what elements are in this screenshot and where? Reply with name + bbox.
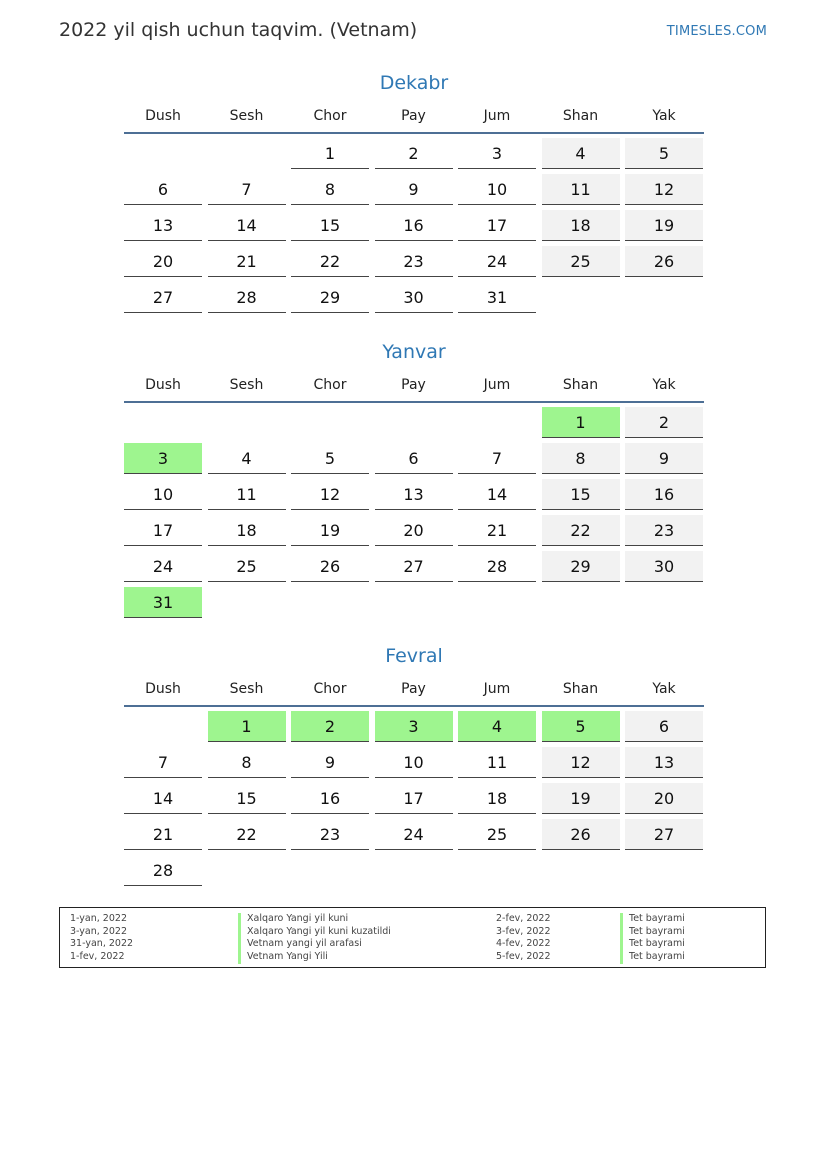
empty-day-cell [208,407,286,437]
empty-day-cell [625,587,703,617]
day-cell: 23 [291,819,369,850]
site-link[interactable]: TIMESLES.COM [666,24,767,39]
day-cell: 7 [208,174,286,205]
weekday-header [124,373,704,403]
day-cell: 4 [542,138,620,169]
holiday-name: Tet bayrami [620,938,685,951]
day-cell: 18 [208,515,286,546]
day-cell: 18 [458,783,536,814]
day-cell: 17 [458,210,536,241]
day-cell: 25 [208,551,286,582]
day-cell: 5 [542,711,620,742]
day-cell: 21 [208,246,286,277]
empty-day-cell [124,711,202,741]
weekday-header [124,677,704,707]
day-cell: 11 [458,747,536,778]
empty-day-cell [375,407,453,437]
week-row [124,479,704,511]
day-cell: 23 [625,515,703,546]
empty-day-cell [458,855,536,885]
day-cell: 31 [124,587,202,618]
holiday-list [59,907,766,968]
holiday-name: Tet bayrami [620,913,685,926]
day-cell: 13 [124,210,202,241]
weekday-label: Dush [145,681,181,697]
empty-day-cell [375,855,453,885]
holiday-name: Tet bayrami [620,951,685,964]
day-cell: 10 [375,747,453,778]
day-cell: 13 [375,479,453,510]
month-dekabr [124,70,704,318]
week-row [124,551,704,583]
day-cell: 27 [124,282,202,313]
day-cell: 4 [208,443,286,474]
month-yanvar [124,339,704,623]
day-cell: 3 [458,138,536,169]
day-cell: 20 [625,783,703,814]
day-cell: 23 [375,246,453,277]
day-cell: 21 [458,515,536,546]
empty-day-cell [124,138,202,168]
holiday-date: 5-fev, 2022 [496,951,551,963]
day-cell: 12 [291,479,369,510]
empty-day-cell [458,587,536,617]
weekday-label: Chor [313,681,347,697]
empty-day-cell [208,855,286,885]
day-cell: 14 [458,479,536,510]
day-cell: 15 [291,210,369,241]
day-cell: 5 [291,443,369,474]
holiday-date: 1-fev, 2022 [70,951,125,963]
day-cell: 19 [625,210,703,241]
day-cell: 30 [375,282,453,313]
holiday-dates-left [70,913,133,964]
day-cell: 7 [124,747,202,778]
day-cell: 12 [625,174,703,205]
empty-day-cell [542,587,620,617]
weekday-header [124,104,704,134]
holiday-date: 2-fev, 2022 [496,913,551,924]
empty-day-cell [542,855,620,885]
day-cell: 27 [375,551,453,582]
day-cell: 8 [208,747,286,778]
day-cell: 18 [542,210,620,241]
day-cell: 2 [375,138,453,169]
day-cell: 26 [542,819,620,850]
day-cell: 1 [208,711,286,742]
day-grid [124,407,704,619]
day-cell: 10 [124,479,202,510]
holiday-name: Vetnam yangi yil arafasi [238,938,391,951]
month-fevral [124,643,704,891]
month-name: Dekabr [379,72,449,94]
day-cell: 11 [208,479,286,510]
empty-day-cell [208,587,286,617]
weekday-label: Sesh [229,681,264,697]
week-row [124,282,704,314]
weekday-label: Jum [483,681,511,697]
day-cell: 29 [542,551,620,582]
weekday-label: Chor [313,377,347,393]
weekday-label: Shan [562,108,599,124]
holiday-names-right [620,913,685,964]
week-row [124,246,704,278]
week-row [124,747,704,779]
day-cell: 19 [291,515,369,546]
week-row [124,783,704,815]
day-cell: 15 [542,479,620,510]
day-cell: 12 [542,747,620,778]
day-cell: 1 [542,407,620,438]
day-cell: 6 [375,443,453,474]
day-cell: 28 [124,855,202,886]
weekday-label: Sesh [229,377,264,393]
week-row [124,711,704,743]
day-cell: 31 [458,282,536,313]
day-cell: 13 [625,747,703,778]
weekday-label: Yak [652,681,676,697]
weekday-label: Jum [483,108,511,124]
day-cell: 22 [291,246,369,277]
holiday-names-left [238,913,391,964]
weekday-label: Sesh [229,108,264,124]
day-cell: 1 [291,138,369,169]
empty-day-cell [458,407,536,437]
day-cell: 20 [375,515,453,546]
day-cell: 22 [208,819,286,850]
day-cell: 17 [375,783,453,814]
day-cell: 28 [458,551,536,582]
week-row [124,138,704,170]
day-cell: 16 [375,210,453,241]
weekday-label: Dush [145,377,181,393]
day-cell: 14 [124,783,202,814]
empty-day-cell [625,855,703,885]
empty-day-cell [291,407,369,437]
day-cell: 10 [458,174,536,205]
weekday-label: Pay [401,108,426,124]
day-cell: 11 [542,174,620,205]
day-cell: 25 [458,819,536,850]
day-cell: 14 [208,210,286,241]
day-cell: 20 [124,246,202,277]
week-row [124,587,704,619]
day-cell: 24 [375,819,453,850]
weekday-label: Yak [652,108,676,124]
day-cell: 4 [458,711,536,742]
day-cell: 6 [625,711,703,742]
holiday-date: 3-yan, 2022 [70,925,127,937]
day-cell: 5 [625,138,703,169]
weekday-label: Shan [562,681,599,697]
empty-day-cell [625,282,703,312]
empty-day-cell [291,855,369,885]
day-cell: 19 [542,783,620,814]
empty-day-cell [375,587,453,617]
week-row [124,819,704,851]
month-name: Fevral [385,645,443,667]
day-cell: 28 [208,282,286,313]
day-cell: 8 [542,443,620,474]
day-cell: 30 [625,551,703,582]
day-cell: 21 [124,819,202,850]
holiday-date: 31-yan, 2022 [70,938,134,950]
day-cell: 3 [124,443,202,474]
holiday-name: Xalqaro Yangi yil kuni kuzatildi [238,926,391,939]
day-cell: 24 [124,551,202,582]
week-row [124,443,704,475]
week-row [124,174,704,206]
holiday-name: Tet bayrami [620,926,685,939]
day-cell: 24 [458,246,536,277]
week-row [124,210,704,242]
weekday-label: Pay [401,681,426,697]
day-cell: 25 [542,246,620,277]
day-cell: 2 [625,407,703,438]
day-cell: 16 [625,479,703,510]
holiday-date: 3-fev, 2022 [496,925,551,937]
day-cell: 15 [208,783,286,814]
holiday-name: Xalqaro Yangi yil kuni [238,913,391,926]
holiday-name: Vetnam Yangi Yili [238,951,391,964]
empty-day-cell [291,587,369,617]
holiday-date: 4-fev, 2022 [496,938,551,950]
day-grid [124,711,704,887]
day-cell: 29 [291,282,369,313]
day-cell: 9 [291,747,369,778]
day-cell: 27 [625,819,703,850]
weekday-label: Dush [145,108,181,124]
week-row [124,515,704,547]
day-cell: 7 [458,443,536,474]
day-cell: 9 [375,174,453,205]
weekday-label: Shan [562,377,599,393]
weekday-label: Chor [313,108,347,124]
empty-day-cell [208,138,286,168]
empty-day-cell [542,282,620,312]
weekday-label: Pay [401,377,426,393]
holiday-date: 1-yan, 2022 [70,913,127,924]
holiday-dates-right [496,913,551,964]
weekday-label: Jum [483,377,511,393]
day-cell: 3 [375,711,453,742]
day-cell: 16 [291,783,369,814]
weekday-label: Yak [652,377,676,393]
day-cell: 8 [291,174,369,205]
day-cell: 26 [291,551,369,582]
day-grid [124,138,704,314]
day-cell: 17 [124,515,202,546]
empty-day-cell [124,407,202,437]
page-title: 2022 yil qish uchun taqvim. (Vetnam) [59,19,418,41]
day-cell: 6 [124,174,202,205]
week-row [124,855,704,887]
day-cell: 22 [542,515,620,546]
day-cell: 2 [291,711,369,742]
week-row [124,407,704,439]
day-cell: 26 [625,246,703,277]
day-cell: 9 [625,443,703,474]
month-name: Yanvar [382,341,446,363]
